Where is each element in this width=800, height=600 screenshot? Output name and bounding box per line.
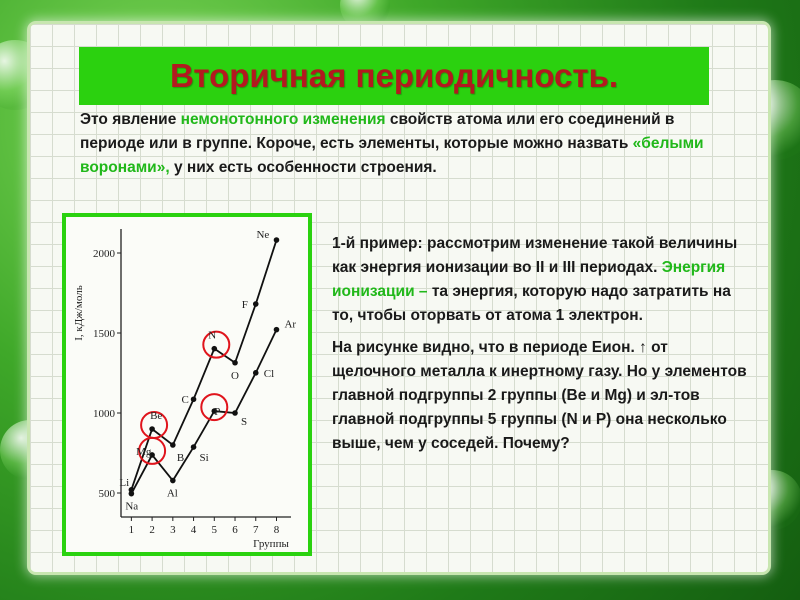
intro-paragraph: [80, 108, 720, 180]
data-point: [274, 327, 280, 333]
x-tick-label: 5: [211, 524, 218, 536]
x-tick-label: 3: [170, 524, 176, 536]
data-point: [191, 444, 197, 450]
point-label: Si: [199, 452, 209, 465]
x-axis-label: Группы: [253, 538, 289, 550]
example-paragraph-1: [332, 232, 752, 328]
point-label: Ne: [256, 229, 270, 242]
highlight-circle: [203, 329, 229, 358]
point-label: Li: [119, 476, 130, 489]
data-point: [170, 442, 176, 448]
y-tick-label: 1000: [93, 408, 115, 420]
chart-frame: [62, 213, 312, 556]
x-tick-label: 1: [128, 524, 135, 536]
data-point: [149, 426, 155, 432]
example-text: [332, 232, 752, 464]
point-label: N: [208, 329, 217, 342]
ionization-energy-chart: [66, 217, 308, 552]
data-point: [211, 346, 217, 352]
point-label: B: [176, 452, 185, 464]
x-tick-label: 2: [149, 524, 155, 536]
point-label: C: [181, 394, 189, 407]
x-tick-label: 6: [232, 524, 238, 536]
x-tick-label: 7: [253, 524, 259, 536]
y-tick-label: 500: [98, 488, 115, 500]
point-label: Be: [150, 410, 163, 422]
data-point: [170, 478, 176, 484]
point-label: F: [241, 299, 248, 312]
intro-text: свойств атома или его соединений в периоде или в группе. Короче, есть элементы, которые можно назвать: [80, 111, 675, 152]
point-label: Cl: [263, 367, 275, 380]
example-text-span: 1-й пример: рассмотрим изменение такой величины как энергия ионизации во II и III периодах.: [332, 235, 738, 276]
data-point: [274, 237, 280, 243]
y-axis-label: I, кДж/моль: [73, 285, 85, 341]
data-point: [129, 491, 135, 497]
point-label: Mg: [136, 445, 152, 458]
point-label: O: [231, 369, 239, 382]
data-point: [232, 410, 238, 416]
data-point: [191, 396, 197, 402]
intro-text: Это явление: [80, 111, 181, 128]
intro-highlight: немонотонного изменения: [180, 111, 386, 128]
slide-title: Вторичная периодичность.: [169, 57, 619, 94]
example-highlight: Энергия ионизации –: [332, 259, 726, 300]
point-label: Na: [125, 500, 139, 513]
title-bar: [79, 47, 709, 105]
point-label: S: [241, 416, 248, 428]
data-point: [253, 301, 259, 307]
chart-panel: [66, 217, 308, 552]
point-label: P: [214, 406, 221, 419]
x-tick-label: 4: [190, 524, 197, 536]
y-tick-label: 1500: [93, 328, 115, 340]
point-label: Al: [166, 487, 178, 500]
data-point: [232, 360, 238, 366]
example-text-span: та энергия, которую надо затратить на то, чтобы оторвать от атома 1 электрон.: [332, 283, 731, 324]
x-tick-label: 8: [273, 524, 280, 536]
intro-text: у них есть особенности строения.: [169, 159, 437, 176]
point-label: Ar: [284, 318, 297, 331]
example-paragraph-2: На рисунке видно, что в периоде Еион. ↑ от щелочного металла к инертному газу. Но у элементов главной подгруппы 2 группы (Be и Mg) и эл-тов главной подгруппы 5 группы (N и P) она несколько выше, чем у соседей. Почему?: [332, 339, 747, 452]
intro-highlight: «белыми воронами»,: [80, 135, 704, 176]
data-point: [253, 370, 259, 376]
y-tick-label: 2000: [93, 248, 115, 260]
